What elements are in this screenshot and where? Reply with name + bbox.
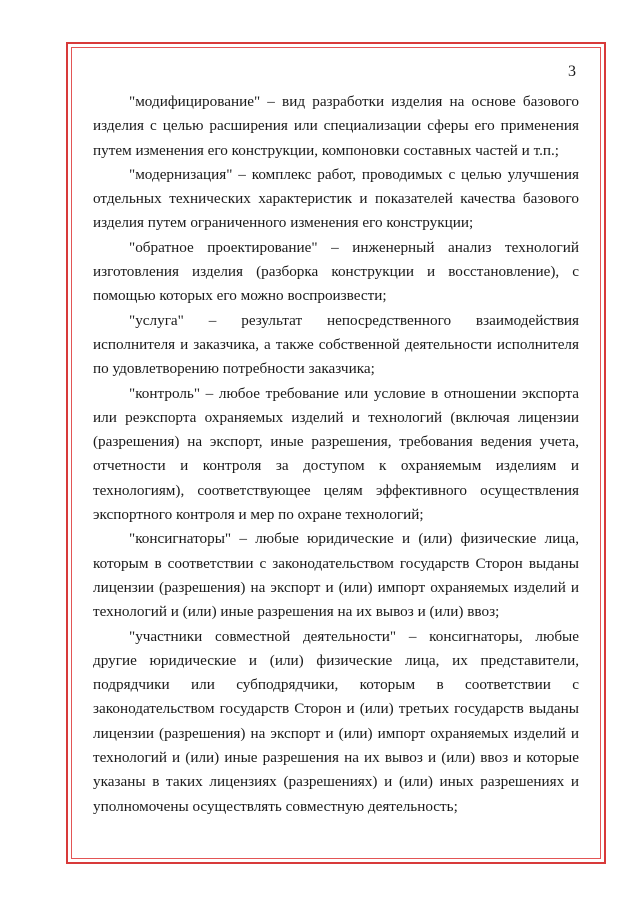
document-body	[93, 90, 579, 819]
definition-joint-activity-participants: "участники совместной деятельности" – консигнаторы, любые другие юридические и (или) физические лица, их представители, подрядчики или субподрядчики, которым в соответствии с законодательством государств Сторон и (или) третьих государств выданы лицензии (разрешения) на экспорт и (или) импорт охраняемых изделий и технологий и (или) иные разрешения на их вывоз и (или) ввоз и которые указаны в таких лицензиях (разрешениях) и (или) иных разрешениях и уполномочены осуществлять совместную деятельность;	[93, 627, 579, 815]
definition-service: "услуга" – результат непосредственного взаимодействия исполнителя и заказчика, а также собственной деятельности исполнителя по удовлетворению потребности заказчика;	[93, 311, 579, 378]
definition-consignors: "консигнаторы" – любые юридические и (или) физические лица, которым в соответствии с законодательством государств Сторон выданы лицензии (разрешения) на экспорт и (или) импорт охраняемых изделий и технологий и (или) иные разрешения на их вывоз и (или) ввоз;	[93, 530, 579, 621]
definition-reverse-engineering: "обратное проектирование" – инженерный анализ технологий изготовления изделия (разборка конструкции и восстановление), с помощью которых его можно воспроизвести;	[93, 238, 579, 305]
definition-modification: "модифицирование" – вид разработки изделия на основе базового изделия с целью расширения или специализации сферы его применения путем изменения его конструкции, компоновки составных частей и т.п.;	[93, 93, 579, 159]
definition-control: "контроль" – любое требование или условие в отношении экспорта или реэкспорта охраняемых изделий и технологий (включая лицензии (разрешения) на экспорт, иные разрешения, требования ведения учета, отчетности и контроля за доступом к охраняемым изделиям и технологиям), соответствующее целям эффективного осуществления экспортного контроля и мер по охране технологий;	[93, 384, 579, 524]
definition-modernization: "модернизация" – комплекс работ, проводимых с целью улучшения отдельных технических характеристик и показателей качества базового изделия путем ограниченного изменения его конструкции;	[93, 165, 579, 232]
page-number: 3	[568, 63, 576, 80]
